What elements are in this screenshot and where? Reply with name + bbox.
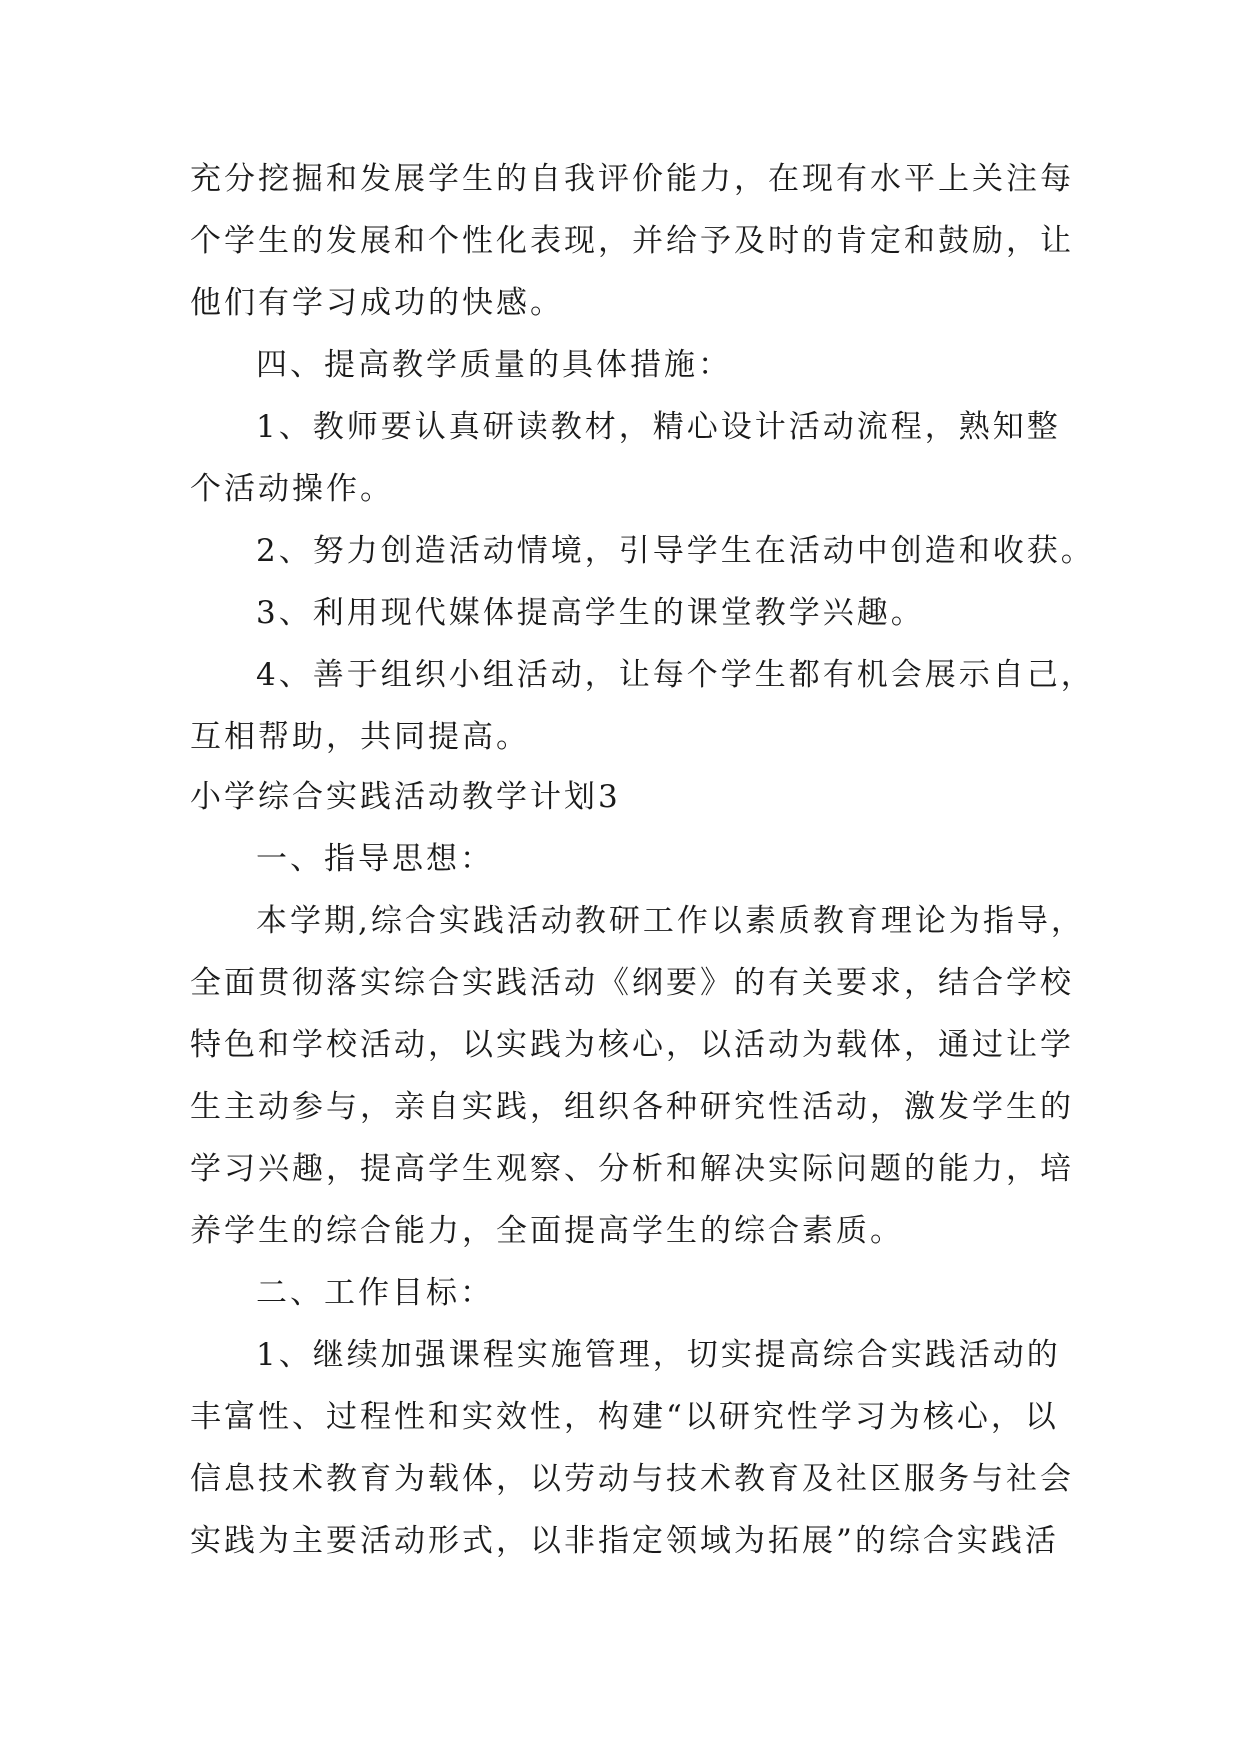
text-line: 养学生的综合能力，全面提高学生的综合素质。 xyxy=(190,1213,904,1249)
list-item: 1、教师要认真研读教材，精心设计活动流程，熟知整 xyxy=(256,409,1061,445)
text-line: 互相帮助，共同提高。 xyxy=(190,719,530,755)
section-heading-work-goals: 二、工作目标： xyxy=(256,1275,494,1311)
list-item: 1、继续加强课程实施管理，切实提高综合实践活动的 xyxy=(256,1337,1061,1373)
text-line: 实践为主要活动形式，以非指定领域为拓展”的综合实践活 xyxy=(190,1523,1059,1559)
section-heading-guiding-ideology: 一、指导思想： xyxy=(256,841,494,877)
text-line: 他们有学习成功的快感。 xyxy=(190,285,564,321)
text-line: 充分挖掘和发展学生的自我评价能力，在现有水平上关注每 xyxy=(190,161,1074,197)
list-item: 3、利用现代媒体提高学生的课堂教学兴趣。 xyxy=(256,595,925,631)
paragraph-group-evaluation-measures xyxy=(190,148,1095,768)
text-line: 个活动操作。 xyxy=(190,471,394,507)
paragraph-group-plan-3 xyxy=(190,828,1085,1572)
text-line: 生主动参与，亲自实践，组织各种研究性活动，激发学生的 xyxy=(190,1089,1074,1125)
text-line: 个学生的发展和个性化表现，并给予及时的肯定和鼓励，让 xyxy=(190,223,1074,259)
text-line: 本学期,综合实践活动教研工作以素质教育理论为指导， xyxy=(256,903,1085,939)
text-line: 信息技术教育为载体，以劳动与技术教育及社区服务与社会 xyxy=(190,1461,1074,1497)
text-line: 丰富性、过程性和实效性，构建“以研究性学习为核心，以 xyxy=(190,1399,1059,1435)
list-item: 2、努力创造活动情境，引导学生在活动中创造和收获。 xyxy=(256,533,1095,569)
text-line: 全面贯彻落实综合实践活动《纲要》的有关要求，结合学校 xyxy=(190,965,1074,1001)
text-line: 特色和学校活动，以实践为核心，以活动为载体，通过让学 xyxy=(190,1027,1074,1063)
text-line: 学习兴趣，提高学生观察、分析和解决实际问题的能力，培 xyxy=(190,1151,1074,1187)
section-title: 小学综合实践活动教学计划3 xyxy=(190,779,621,815)
list-item: 4、善于组织小组活动，让每个学生都有机会展示自己， xyxy=(256,657,1095,693)
section-heading-measures: 四、提高教学质量的具体措施： xyxy=(256,347,732,383)
